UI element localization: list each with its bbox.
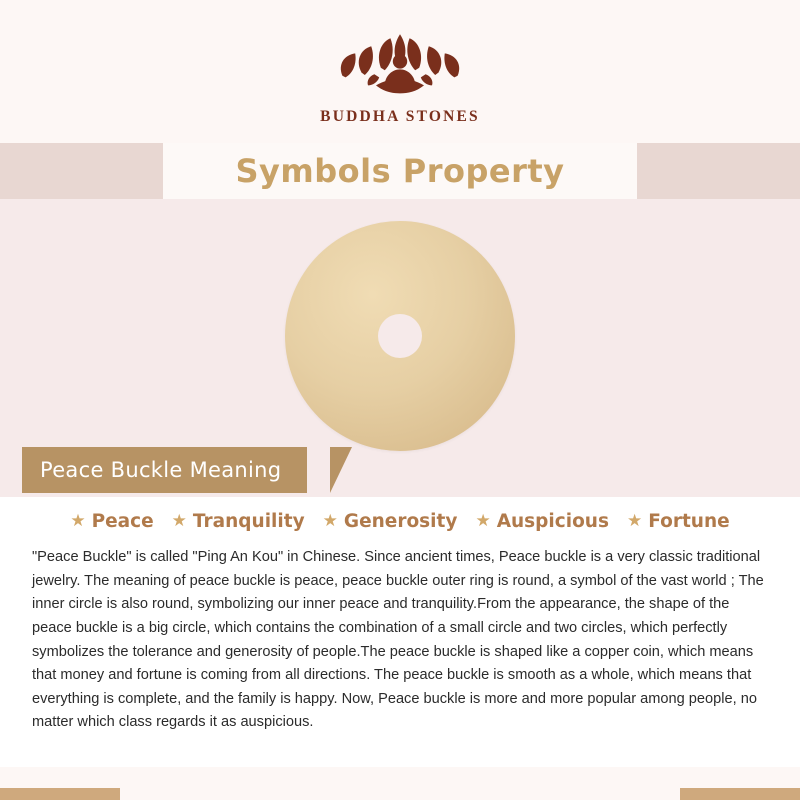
description-section: [0, 497, 800, 767]
lotus-meditation-icon: [320, 22, 480, 104]
keyword-label: Tranquility: [192, 511, 305, 532]
section-ribbon-wrap: [0, 447, 800, 493]
star-icon: ★: [475, 511, 491, 531]
section-ribbon-tail: [330, 447, 352, 493]
keyword-label: Generosity: [343, 511, 458, 532]
keyword-label: Auspicious: [496, 511, 609, 532]
section-ribbon: [22, 447, 307, 493]
keyword-item: [627, 511, 730, 532]
edge-bar-bottom-left: [0, 788, 120, 800]
brand-name: BUDDHA STONES: [320, 108, 480, 125]
star-icon: ★: [322, 511, 338, 531]
keyword-list: [32, 511, 768, 532]
peace-buckle-inner-hole: [378, 314, 422, 358]
keyword-label: Peace: [91, 511, 154, 532]
page-title: Symbols Property: [235, 152, 565, 190]
keyword-item: [475, 511, 609, 532]
star-icon: ★: [70, 511, 86, 531]
keyword-item: [172, 511, 305, 532]
star-icon: ★: [626, 511, 643, 531]
title-plate: [163, 143, 637, 199]
star-icon: ★: [171, 511, 187, 531]
peace-buckle-image: [285, 221, 515, 451]
brand-header: [0, 0, 800, 146]
keyword-item: [323, 511, 458, 532]
section-label: Peace Buckle Meaning: [40, 458, 282, 482]
keyword-label: Fortune: [648, 511, 730, 532]
edge-bar-bottom-right: [680, 788, 800, 800]
title-band: [0, 143, 800, 199]
keyword-item: [70, 511, 153, 532]
description-paragraph: "Peace Buckle" is called "Ping An Kou" in Chinese. Since ancient times, Peace buckle is a very classic traditional jewelry. The meaning of peace buckle is peace, peace buckle outer ring is round, a symbol of the vast world ; The inner circle is also round, symbolizing our inner peace and tranquility.From the appearance, the shape of the peace buckle is a big circle, which contains the combination of a small circle and two circles, which perfectly symbolizes the tolerance and generosity of people.The peace buckle is shaped like a copper coin, which means that money and fortune is coming from all directions. The peace buckle is smooth as a whole, which means that everything is complete, and the family is happy. Now, Peace buckle is more and more popular among people, no matter which class regards it as auspicious.: [32, 549, 764, 731]
